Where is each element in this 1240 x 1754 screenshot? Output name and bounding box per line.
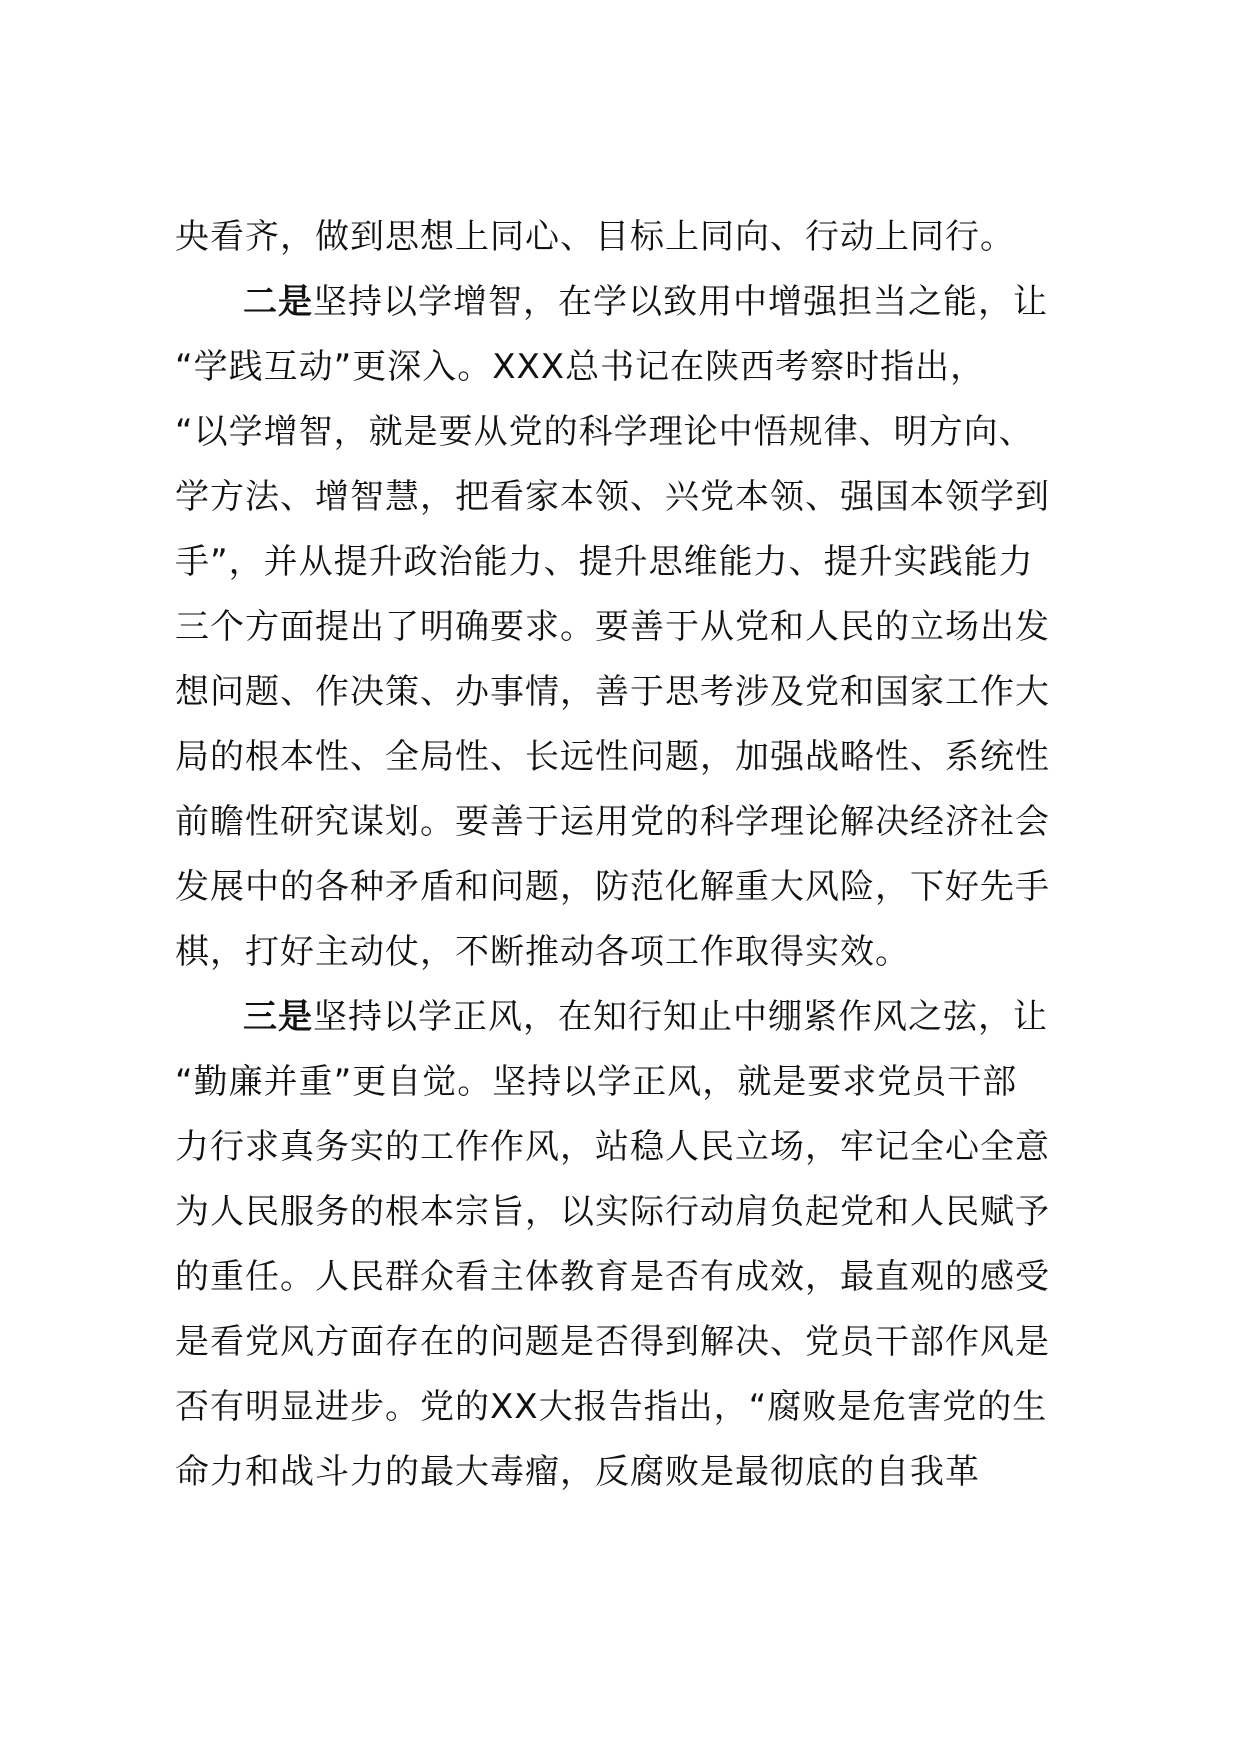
line-text: 前瞻性研究谋划。要善于运用党的科学理论解决经济社会 (175, 802, 1050, 842)
text-line (175, 1310, 1095, 1375)
line-text: 手”，并从提升政治能力、提升思维能力、提升实践能力 (175, 542, 1034, 582)
line-text: “勤廉并重”更自觉。坚持以学正风，就是要求党员干部 (175, 1062, 1018, 1102)
text-line (175, 1440, 1095, 1505)
line-text: 力行求真务实的工作作风，站稳人民立场，牢记全心全意 (175, 1127, 1050, 1167)
text-line (175, 1245, 1095, 1310)
paragraph-lead: 三是 (243, 997, 313, 1037)
line-text: 发展中的各种矛盾和问题，防范化解重大风险，下好先手 (175, 867, 1050, 907)
text-line (175, 530, 1095, 595)
text-line (175, 660, 1095, 725)
line-text: 三个方面提出了明确要求。要善于从党和人民的立场出发 (175, 607, 1050, 647)
line-text: 央看齐，做到思想上同心、目标上同向、行动上同行。 (175, 217, 1015, 257)
text-line (175, 985, 1095, 1050)
text-line (175, 920, 1095, 985)
document-body (175, 205, 1095, 1505)
line-text: 命力和战斗力的最大毒瘤，反腐败是最彻底的自我革 (175, 1452, 980, 1492)
line-text: 棋，打好主动仗，不断推动各项工作取得实效。 (175, 932, 910, 972)
line-text: 的重任。人民群众看主体教育是否有成效，最直观的感受 (175, 1257, 1050, 1297)
line-text: “学践互动”更深入。XXX总书记在陕西考察时指出， (175, 347, 986, 387)
line-text: 为人民服务的根本宗旨，以实际行动肩负起党和人民赋予 (175, 1192, 1050, 1232)
text-line (175, 1050, 1095, 1115)
line-text: 局的根本性、全局性、长远性问题，加强战略性、系统性 (175, 737, 1050, 777)
text-line (175, 400, 1095, 465)
text-line (175, 1375, 1095, 1440)
line-text: 想问题、作决策、办事情，善于思考涉及党和国家工作大 (175, 672, 1050, 712)
line-text: 坚持以学增智，在学以致用中增强担当之能，让 (313, 282, 1048, 322)
line-text: 学方法、增智慧，把看家本领、兴党本领、强国本领学到 (175, 477, 1050, 517)
text-line (175, 855, 1095, 920)
line-text: 是看党风方面存在的问题是否得到解决、党员干部作风是 (175, 1322, 1050, 1362)
text-line (175, 790, 1095, 855)
line-text: 坚持以学正风，在知行知止中绷紧作风之弦，让 (313, 997, 1048, 1037)
line-text: “以学增智，就是要从党的科学理论中悟规律、明方向、 (175, 412, 1034, 452)
text-line (175, 1180, 1095, 1245)
text-line (175, 725, 1095, 790)
text-line (175, 465, 1095, 530)
text-line (175, 205, 1095, 270)
text-line (175, 595, 1095, 660)
paragraph-lead: 二是 (243, 282, 313, 322)
line-text: 否有明显进步。党的XX大报告指出，“腐败是危害党的生 (175, 1387, 1048, 1427)
text-line (175, 1115, 1095, 1180)
text-line (175, 270, 1095, 335)
text-line (175, 335, 1095, 400)
